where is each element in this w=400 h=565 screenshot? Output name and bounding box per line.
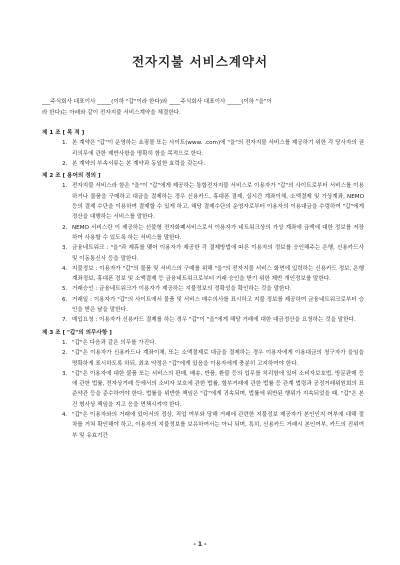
item-text: NEMO 서비스란 이 제공하는 선불형 전자화폐서비스로서 이용자가 네트워크상의 가상 계좌에 금액에 대한 정보를 저장하여 사용할 수 있도록 하는 서비스를 말한다. xyxy=(72,224,364,241)
list-item xyxy=(42,348,364,369)
item-number: 7. xyxy=(62,317,68,324)
item-number: 4. xyxy=(62,412,68,419)
list-item xyxy=(42,284,364,294)
item-number: 1. xyxy=(62,140,68,147)
article-2 xyxy=(42,171,364,325)
list-item xyxy=(42,223,364,244)
item-number: 1. xyxy=(62,339,68,346)
item-text: 금융네트워크 : "을"과 제휴를 맺어 이용자가 제공한 각 결제방법에 따른 이용자의 정보를 승인해주는 은행, 신용카드사 및 이동통신사 등을 말한다. xyxy=(72,245,364,262)
article-items xyxy=(42,138,364,169)
item-text: 지불정보 : 이용자가 "갑"의 물품 및 서비스의 구매를 위해 "을"의 전자지불 서비스 화면에 입력하는 신용카드 정보, 은행계좌정보, 휴대폰 정보 및 소액결제 등 금융네트워크로부터 거래 승인을 받기 위한 제반 개인정보를 말한다. xyxy=(72,265,364,283)
intro-line: ___주식회사 대표이사 _____(이하 "갑"이라 한다)와 ____주식회사 대표이사 _____(이하 "을"이 xyxy=(42,99,272,105)
list-item xyxy=(42,315,364,325)
item-text: 거래승인 : 금융네트워크가 이용자가 제공하는 지불정보의 정확성을 확인하는 것을 말한다. xyxy=(72,286,292,293)
list-item xyxy=(42,159,364,169)
article-items xyxy=(42,338,364,441)
document-title: 전자지불 서비스계약서 xyxy=(131,54,269,69)
article-1 xyxy=(42,128,364,169)
item-text: 매입요청 : 이용자가 신용카드 결제를 하는 경우 "갑"이 "을"에게 해당 거래에 대한 대금정산을 요청하는 것을 말한다. xyxy=(72,317,356,324)
intro-line: 라 한다)는 아래와 같이 전자지불 서비스계약을 체결한다. xyxy=(42,109,181,116)
article-heading: 제 2 조 [ 용어의 정의 ] xyxy=(42,173,101,180)
item-number: 6. xyxy=(62,296,68,303)
list-item xyxy=(42,138,364,159)
item-text: 거래일 : 이용자가 "갑"의 사이트에서 물품 및 서비스 매수의사를 표시하고 지불 정보를 제공하여 금융네트워크로부터 승인을 받은 날을 말한다. xyxy=(72,296,364,314)
item-number: 3. xyxy=(62,370,68,377)
list-item xyxy=(42,410,364,441)
contract-body xyxy=(42,128,364,443)
item-number: 2. xyxy=(62,224,68,231)
list-item xyxy=(42,338,364,348)
item-text: 본 계약은 "갑"이 운영하는 쇼핑몰 또는 사이트(www. .com)에 "을"의 전자지불 서비스를 제공하기 위한 각 당사자의 권리의무에 관한 제반사항을 명확히 함을 목적으로 한다. xyxy=(72,140,364,157)
article-heading: 제 3 조 [ "갑"의 의무사항 ] xyxy=(42,329,112,336)
list-item xyxy=(42,181,364,222)
article-heading: 제 1 조 [ 목 적 ] xyxy=(42,130,85,136)
item-number: 2. xyxy=(62,350,68,357)
item-number: 4. xyxy=(62,265,68,272)
article-3 xyxy=(42,328,364,441)
page-number: - 1 - xyxy=(193,541,207,548)
list-item xyxy=(42,243,364,264)
item-number: 2. xyxy=(62,160,68,167)
item-text: "갑"은 다음과 같은 의무를 가진다. xyxy=(72,339,157,346)
list-item xyxy=(42,369,364,410)
item-text: 전자지불 서비스라 함은 "을"이 "갑"에게 제공하는 통합전자지불 서비스로 이용자가 "갑"의 사이트로부터 서비스를 이용하거나 물품을 구매하고 대금을 결제하는 경우 신용카드, 휴대폰 결제, 실시간 계좌이체, 소액결제 및 가상계좌, NEMO 등의 결제 수단을 이용하여 결제할 수 있게 하고, 해당 결제수단의 운영자로부터 이용자의 이용대금을 수령하여 "갑"에게 정산을 대행하는 서비스를 말한다. xyxy=(72,183,364,221)
item-text: "갑"은 이용자가 신용카드나 계좌이체, 또는 소액결제로 대금을 결제하는 경우 이용자에게 이용대금의 청구자가 을임을 명확하게 표시하도록 하되, 최초 약정은 "갑"에게 있음을 이용자에게 충분히 고지하여야 한다. xyxy=(72,350,364,367)
item-number: 3. xyxy=(62,245,68,252)
item-text: 본 계약의 부속서류는 본 계약과 동일한 효력을 갖는다. xyxy=(72,160,206,167)
item-number: 1. xyxy=(62,183,68,190)
item-number: 5. xyxy=(62,286,68,293)
list-item xyxy=(42,295,364,316)
item-text: "갑"은 이용자와의 거래에 있어서의 정상, 직업 여부와 당해 거래에 관련한 지불정보 제공자가 본인인지 여부에 대해 절차를 거쳐 확인해야 하고, 이용자의 지불정보를 보유하여서는 아니 되며, 특히, 신용카드 거래시 본인여부, 카드의 진위여부 및 유효기간 xyxy=(72,412,364,439)
list-item xyxy=(42,264,364,285)
article-items xyxy=(42,181,364,325)
intro-paragraph xyxy=(42,97,362,118)
item-text: "갑"은 이용자에 대한 물품 또는 서비스의 판매, 배송, 반품, 환불 등의 업무를 처리함에 있어 소비자보호법, 방문판매 등에 관한 법률, 전자상거래 등에서의 소비자 보호에 관한 법률, 할부거래에 관한 법률 등 관계 법령과 공정거래위원회의 표준약관 등을 준수하여야 한다. 법률을 위반한 책임은 "갑"에게 귀속되며, 법률에 위반된 행위가 지속되었을 때, "갑"은 본 건 형사상 책임을 지고 응을 면책시켜야 한다. xyxy=(72,370,364,408)
